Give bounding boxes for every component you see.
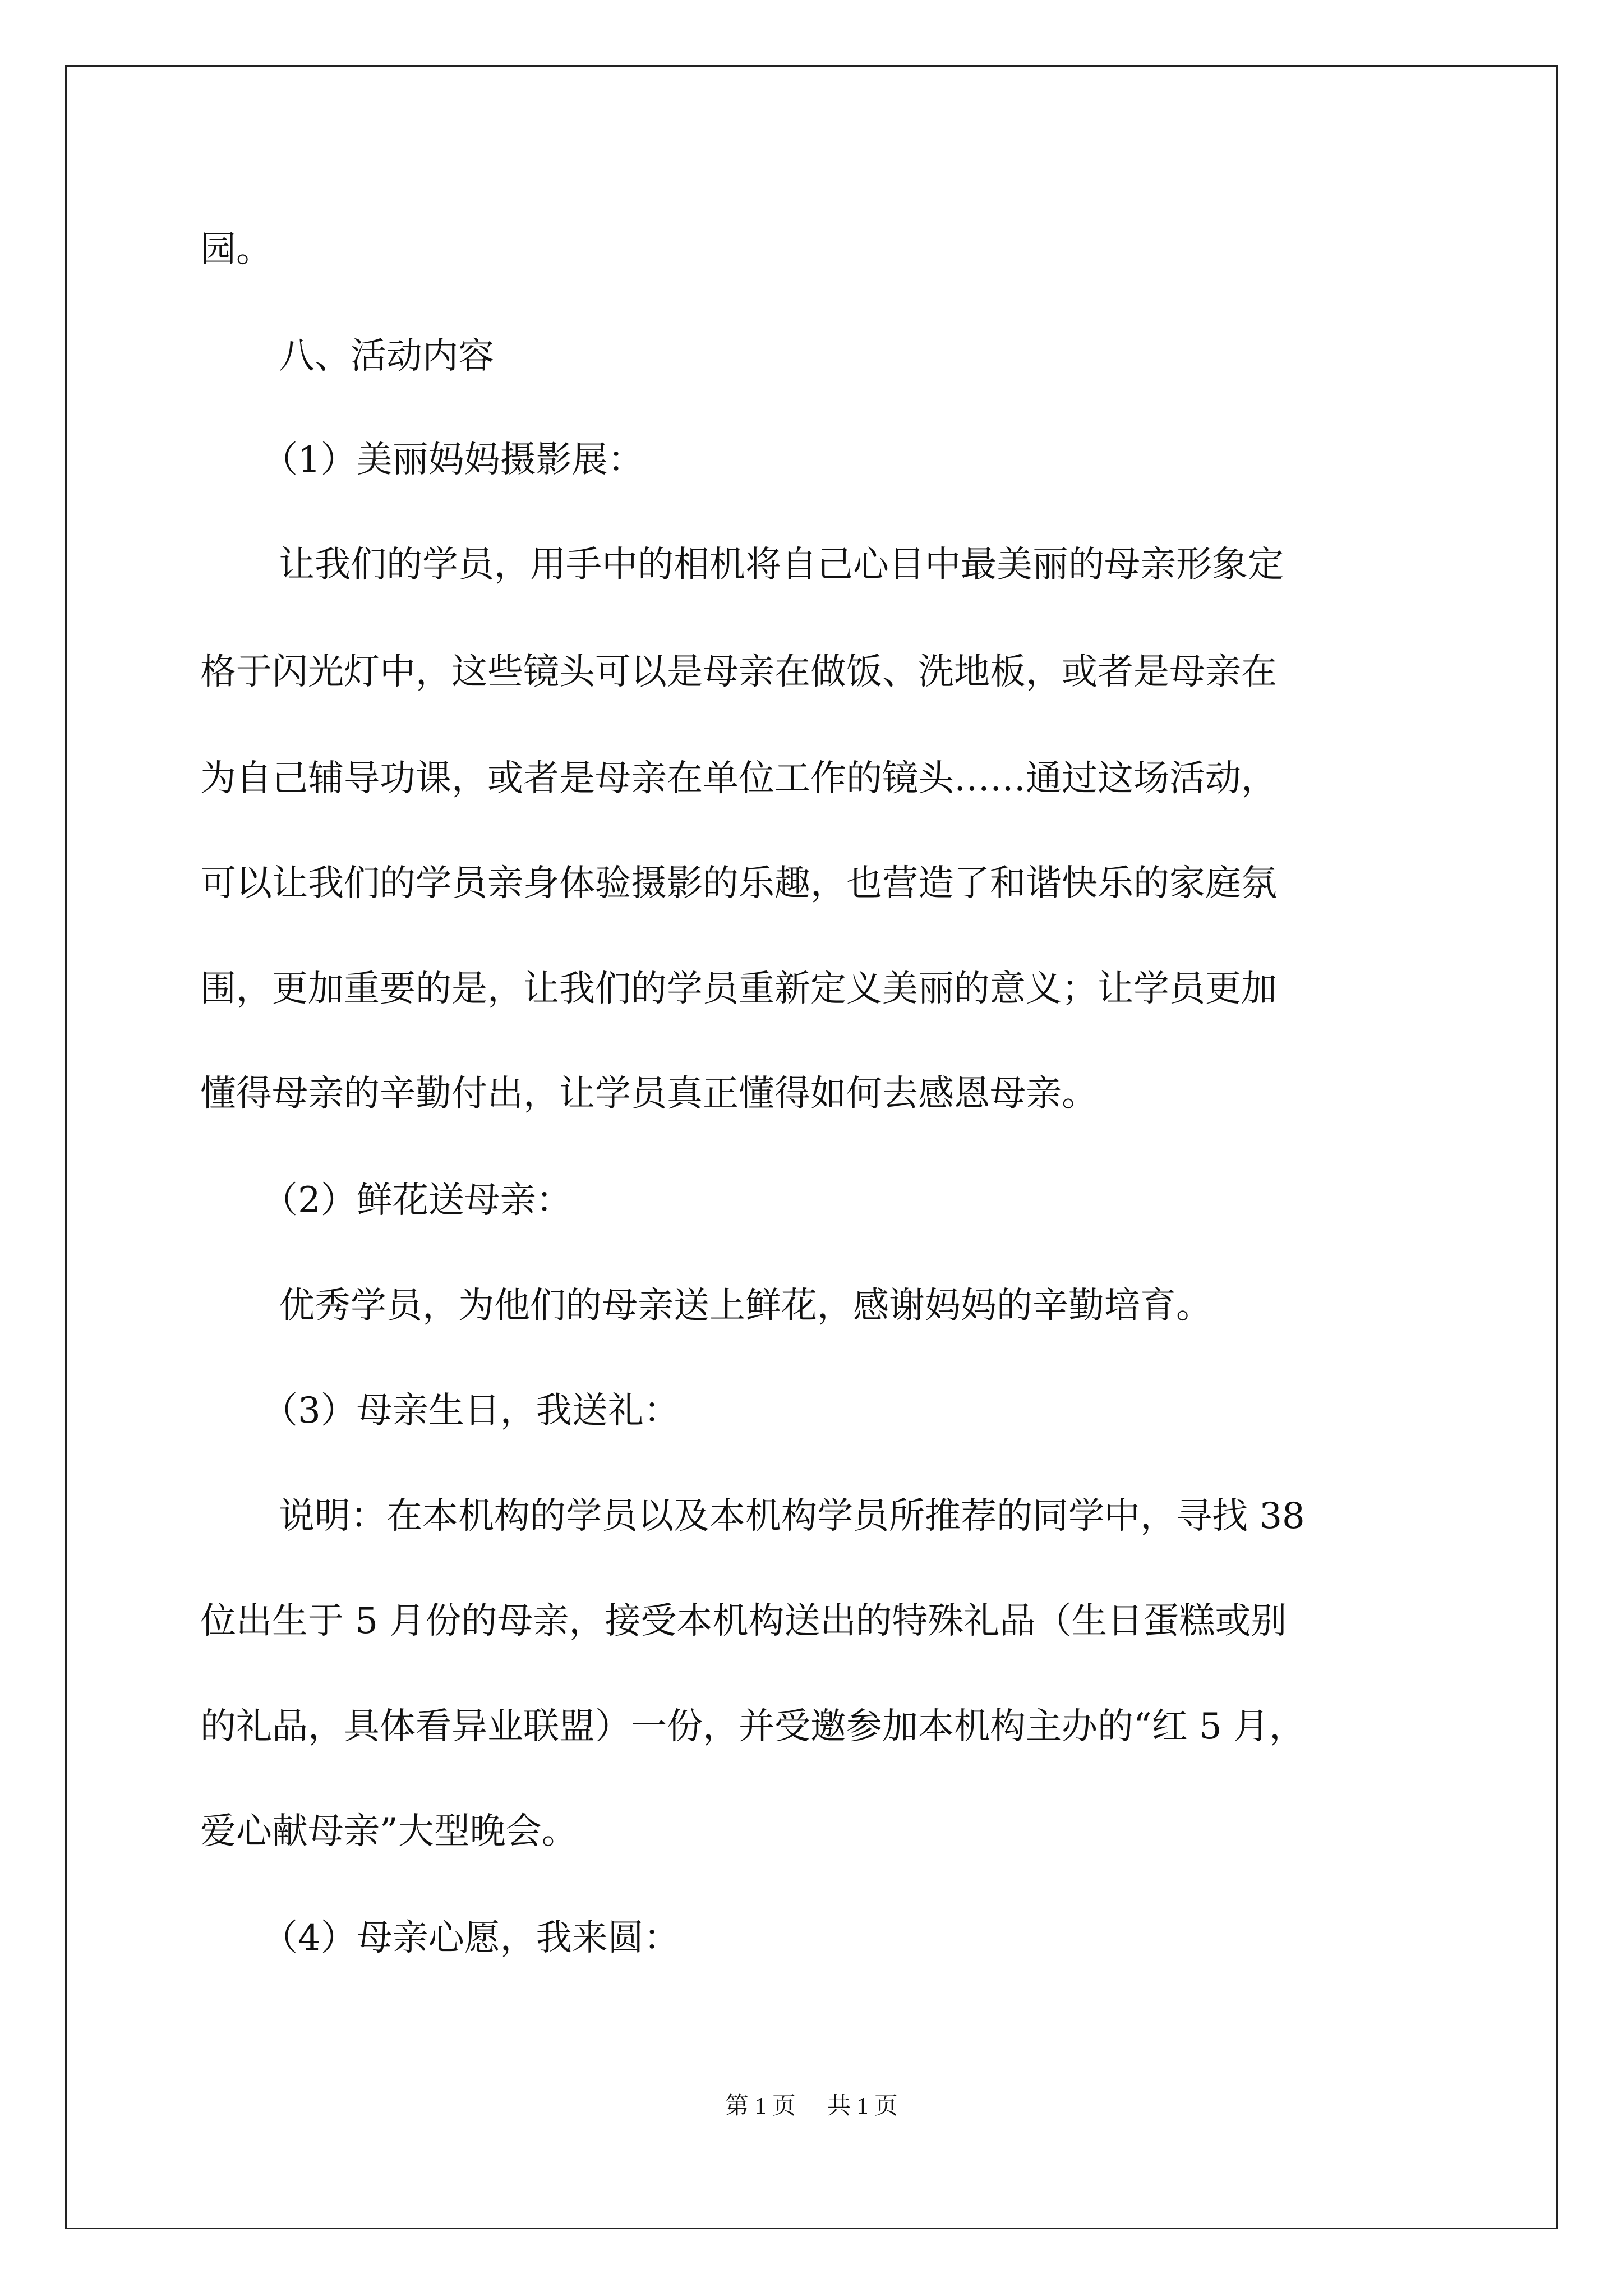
paragraph-line: 爱心献母亲”大型晚会。 <box>200 1811 578 1852</box>
paragraph-line: 位出生于 5 月份的母亲，接受本机构送出的特殊礼品（生日蛋糕或别 <box>200 1600 1287 1642</box>
paragraph-line: 园。 <box>200 229 272 270</box>
page-footer <box>0 2091 1623 2122</box>
page-number-total: 共 1 页 <box>827 2093 898 2119</box>
paragraph-line: 可以让我们的学员亲身体验摄影的乐趣，也营造了和谐快乐的家庭氛 <box>200 863 1277 904</box>
subsection-heading: （2）鲜花送母亲： <box>262 1180 572 1221</box>
subsection-heading: （3）母亲生日，我送礼： <box>262 1390 680 1432</box>
paragraph-line: 围，更加重要的是，让我们的学员重新定义美丽的意义；让学员更加 <box>200 968 1277 1010</box>
paragraph-line: 的礼品，具体看异业联盟）一份，并受邀参加本机构主办的“红 5 月， <box>200 1706 1306 1747</box>
paragraph-line: 格于闪光灯中，这些镜头可以是母亲在做饭、洗地板，或者是母亲在 <box>200 651 1277 693</box>
paragraph-line: 为自己辅导功课，或者是母亲在单位工作的镜头……通过这场活动， <box>200 758 1277 799</box>
subsection-heading: （1）美丽妈妈摄影展： <box>262 439 644 481</box>
paragraph-line: 优秀学员，为他们的母亲送上鲜花，感谢妈妈的辛勤培育。 <box>279 1285 1212 1327</box>
subsection-heading: （4）母亲心愿，我来圆： <box>262 1917 680 1959</box>
paragraph-line: 说明：在本机构的学员以及本机构学员所推荐的同学中，寻找 38 <box>279 1496 1305 1537</box>
section-heading: 八、活动内容 <box>279 335 494 377</box>
page-number-current: 第 1 页 <box>725 2093 796 2119</box>
paragraph-line: 懂得母亲的辛勤付出，让学员真正懂得如何去感恩母亲。 <box>200 1073 1098 1115</box>
paragraph-line: 让我们的学员，用手中的相机将自己心目中最美丽的母亲形象定 <box>279 544 1284 586</box>
page-border <box>65 65 1558 2229</box>
